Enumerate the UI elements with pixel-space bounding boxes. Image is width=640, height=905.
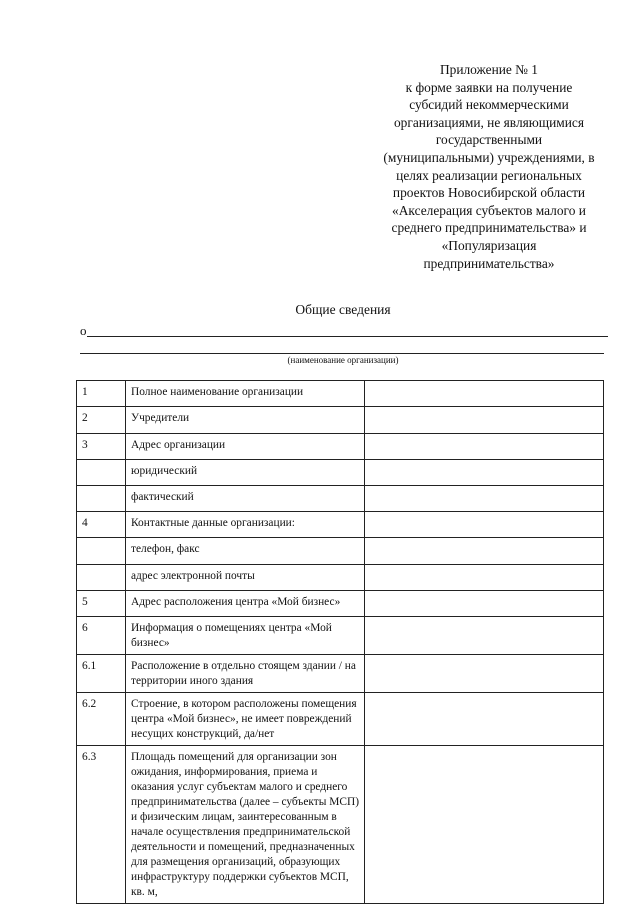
table-row — [77, 434, 604, 460]
organization-prefix: о — [80, 323, 87, 338]
row-number: 6.2 — [77, 693, 126, 746]
appendix-line: целях реализации региональных — [396, 167, 582, 183]
organization-caption: (наименование организации) — [287, 355, 399, 365]
row-number: 5 — [77, 591, 126, 617]
row-number — [77, 460, 126, 486]
row-label: Площадь помещений для организации зон ожидания, информирования, приема и оказания услуг субъектам малого и среднего предпринимательства (далее – субъекты МСП) и физическим лицам, заинтересованным в начале осуществления предпринимательской деятельности и помещений, предназначенных для размещения организаций, образующих инфраструктуру поддержки субъектов МСП, кв. м, — [126, 746, 365, 904]
row-value-cell[interactable] — [365, 460, 604, 486]
row-label: Полное наименование организации — [126, 381, 365, 407]
appendix-line: «Популяризация — [441, 237, 537, 253]
table-row — [77, 565, 604, 591]
row-value-cell[interactable] — [365, 746, 604, 904]
row-value-cell[interactable] — [365, 617, 604, 655]
table-row — [77, 381, 604, 407]
table-row — [77, 591, 604, 617]
appendix-line: проектов Новосибирской области — [392, 185, 586, 201]
row-label: фактический — [126, 486, 365, 512]
row-number: 1 — [77, 381, 126, 407]
row-value-cell[interactable] — [365, 381, 604, 407]
row-value-cell[interactable] — [365, 693, 604, 746]
row-value-cell[interactable] — [365, 538, 604, 565]
row-label: Контактные данные организации: — [126, 512, 365, 538]
row-label: адрес электронной почты — [126, 565, 365, 591]
appendix-line: государственными — [435, 132, 543, 148]
row-number — [77, 538, 126, 565]
table-row — [77, 486, 604, 512]
row-label: Строение, в котором расположены помещения центра «Мой бизнес», не имеет повреждений несущих конструкций, да/нет — [126, 693, 365, 746]
table-row — [77, 407, 604, 434]
row-number — [77, 565, 126, 591]
row-number: 6.3 — [77, 746, 126, 904]
row-number: 6.1 — [77, 655, 126, 693]
appendix-line: Приложение № 1 — [439, 62, 539, 77]
table-row — [77, 512, 604, 538]
table-row — [77, 655, 604, 693]
row-number: 2 — [77, 407, 126, 434]
row-value-cell[interactable] — [365, 486, 604, 512]
row-label: Расположение в отдельно стоящем здании / на территории иного здания — [126, 655, 365, 693]
appendix-line: организациями, не являющимися — [393, 114, 585, 130]
appendix-line: среднего предпринимательства» и — [391, 220, 587, 236]
organization-name-field[interactable] — [80, 323, 608, 339]
row-value-cell[interactable] — [365, 655, 604, 693]
table-row — [77, 460, 604, 486]
row-number: 4 — [77, 512, 126, 538]
row-value-cell[interactable] — [365, 512, 604, 538]
row-label: телефон, факс — [126, 538, 365, 565]
appendix-line: субсидий некоммерческими — [409, 97, 569, 113]
row-label: юридический — [126, 460, 365, 486]
row-label: Адрес организации — [126, 434, 365, 460]
row-number: 3 — [77, 434, 126, 460]
appendix-line: предпринимательства» — [423, 255, 555, 271]
row-value-cell[interactable] — [365, 407, 604, 434]
general-info-table — [76, 380, 604, 904]
row-number — [77, 486, 126, 512]
row-value-cell[interactable] — [365, 434, 604, 460]
row-label: Адрес расположения центра «Мой бизнес» — [126, 591, 365, 617]
organization-underline-second — [80, 353, 604, 354]
appendix-line: к форме заявки на получение — [405, 79, 573, 95]
row-label: Информация о помещениях центра «Мой бизнес» — [126, 617, 365, 655]
appendix-line: «Акселерация субъектов малого и — [392, 202, 586, 218]
row-value-cell[interactable] — [365, 591, 604, 617]
table-row — [77, 617, 604, 655]
appendix-line: (муниципальными) учреждениями, в — [383, 149, 595, 165]
table-row — [77, 538, 604, 565]
appendix-header — [358, 61, 620, 272]
row-number: 6 — [77, 617, 126, 655]
table-row — [77, 693, 604, 746]
row-value-cell[interactable] — [365, 565, 604, 591]
table-row — [77, 746, 604, 904]
section-title: Общие сведения — [295, 302, 391, 317]
row-label: Учредители — [126, 407, 365, 434]
organization-underline — [87, 336, 608, 337]
